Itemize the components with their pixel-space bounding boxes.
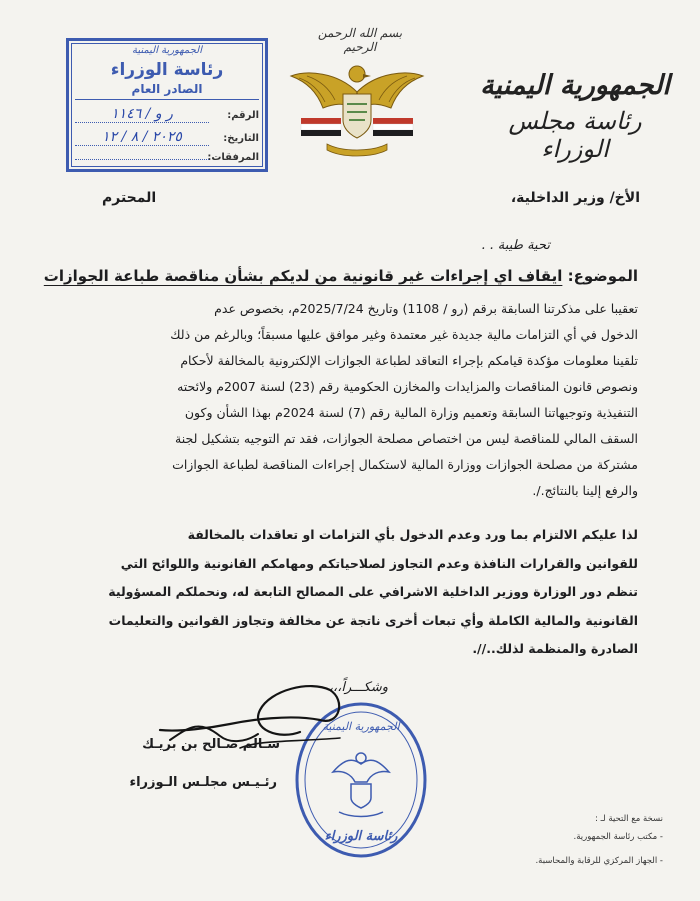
stamp-date-label: التاريخ: bbox=[223, 133, 259, 144]
stamp-attachments-label: المرفقات: bbox=[207, 152, 259, 163]
stamp-attachments-row bbox=[75, 152, 259, 163]
stamp-top-text: الجمهورية اليمنية bbox=[131, 45, 202, 56]
signatory-name: سـالم صـالح بن بريـك bbox=[142, 737, 280, 752]
cc-item: - مكتب رئاسة الجمهورية. bbox=[573, 832, 663, 842]
office-name: رئاسة مجلس الوزراء bbox=[508, 107, 642, 163]
signatory-title: رئـيـس مجلـس الـوزراء bbox=[129, 775, 277, 790]
body-paragraph-2 bbox=[56, 521, 638, 664]
body-line: الدخول في أي التزامات مالية جديدة غير معتمدة وغير موافق عليها مسبقاً؛ وبالرغم من ذلك bbox=[170, 327, 638, 342]
body-line: تعقيبا على مذكرتنا السابقة برقم (رو / 1108) وتاريخ 2025/7/24م، بخصوص عدم bbox=[214, 301, 638, 316]
cc-item: - الجهاز المركزي للرقابة والمحاسبة. bbox=[535, 856, 663, 866]
reference-stamp bbox=[66, 38, 268, 172]
seal-bottom-text: رئاسة الوزراء bbox=[324, 829, 398, 844]
body-line: السقف المالي للمناقصة ليس من اختصاص مصلحة الجوازات، فقد تم التوجيه بتشكيل لجنة bbox=[175, 431, 638, 446]
national-emblem-icon bbox=[287, 52, 427, 162]
honorific: المحترم bbox=[102, 190, 157, 206]
body-line: ونصوص قانون المناقصات والمزايدات والمخازن الحكومية رقم (23) لسنة 2007م ولائحته bbox=[177, 379, 638, 394]
signature-icon bbox=[150, 660, 350, 770]
stamp-attachments-value bbox=[75, 159, 209, 160]
body-line: تلقينا معلومات مؤكدة قيامكم بإجراء التعاقد لطباعة الجوازات الإلكترونية بالمخالفة لأحكام bbox=[180, 353, 638, 368]
body-line: مشتركة من مصلحة الجوازات ووزارة المالية لاستكمال إجراءات المناقصة لطباعة الجوازات bbox=[172, 457, 638, 472]
stamp-ref-label: الرقم: bbox=[227, 110, 259, 121]
state-name: الجمهورية اليمنية bbox=[480, 70, 670, 101]
stamp-ref-row bbox=[75, 106, 259, 123]
body-paragraph-1 bbox=[56, 296, 638, 504]
subject-line bbox=[43, 267, 638, 285]
greeting: تحية طيبة . . bbox=[481, 238, 550, 253]
body-line: التنفيذية وتوجيهاتنا السابقة وتعميم وزارة المالية رقم (7) لسنة 2024م بهذا الشأن وكون bbox=[184, 405, 638, 420]
stamp-title: رئاسة الوزراء bbox=[110, 60, 224, 80]
stamp-date-value: ٢٠٢٥ / ٨ / ١٢ bbox=[75, 129, 209, 146]
seal-top-text: الجمهورية اليمنية bbox=[322, 720, 400, 733]
body-line: والرفع إلينا بالنتائج./. bbox=[532, 483, 638, 498]
stamp-subtitle: الصادر العام bbox=[75, 82, 259, 100]
cc-title: نسخة مع التحية لـ : bbox=[595, 814, 663, 824]
basmala: بسم الله الرحمن الرحيم bbox=[317, 26, 403, 54]
stamp-date-row bbox=[75, 129, 259, 146]
subject-label: الموضوع: bbox=[567, 267, 638, 285]
stamp-ref-value: ر و / ١١٤٦ bbox=[75, 106, 209, 123]
body-line: لذا عليكم الالتزام بما ورد وعدم الدخول بأي التزامات او تعاقدات بالمخالفة bbox=[187, 527, 638, 542]
addressee: الأخ/ وزير الداخلية، bbox=[510, 190, 640, 206]
body-line: القانونية والمالية الكاملة وأي تبعات أخرى ناتجة عن مخالفة وتجاوز القوانين والتعليمات bbox=[108, 612, 638, 628]
subject-text: ايقاف اي إجراءات غير قانونية من لديكم بشأن مناقصة طباعة الجوازات bbox=[43, 267, 563, 285]
closing-thanks: وشكـــراً،،، bbox=[328, 680, 388, 695]
body-line: للقوانين والقرارات النافذة وعدم التجاوز لصلاحياتكم ومهامكم القانونية واللوائح التي bbox=[120, 555, 638, 571]
body-line: تنظم دور الوزارة ووزير الداخلية الاشرافي على المصالح التابعة له، ونحملكم المسؤولية bbox=[108, 584, 638, 599]
cc-list bbox=[493, 814, 663, 880]
letterhead-state bbox=[480, 70, 670, 163]
body-line: الصادرة والمنظمة لذلك..//. bbox=[472, 641, 638, 656]
